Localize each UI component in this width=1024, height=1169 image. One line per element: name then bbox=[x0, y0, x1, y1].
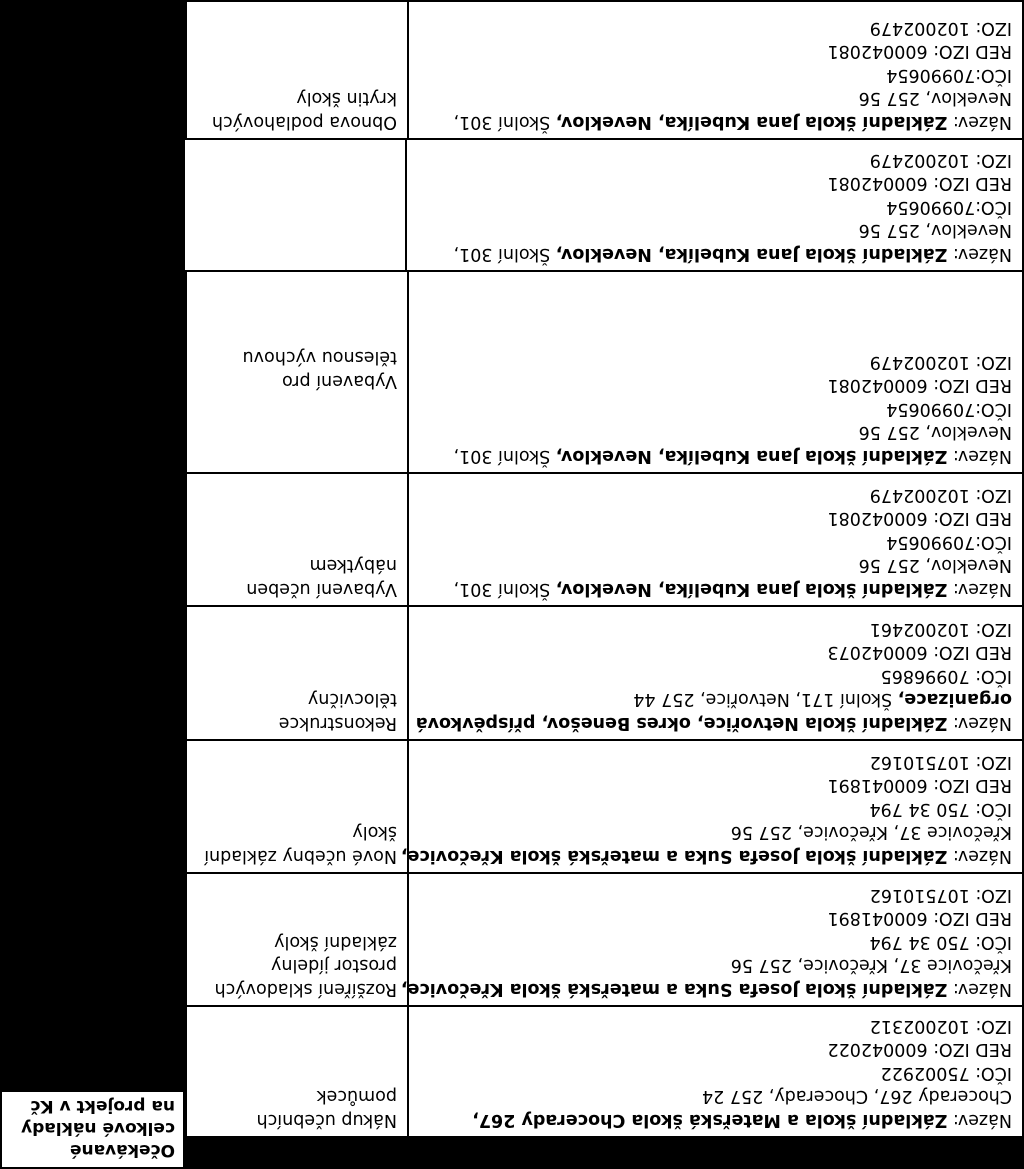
school-info-line: Křečovice 37, Křečovice, 257 56 bbox=[730, 955, 1012, 976]
black-top-band bbox=[185, 1138, 1024, 1169]
table-row bbox=[185, 605, 1024, 739]
school-cell bbox=[407, 474, 1022, 605]
school-info-line: IZO: 102002312 bbox=[869, 1016, 1012, 1036]
school-info-line: RED IZO: 600041891 bbox=[827, 908, 1012, 929]
header-line-1: Očekávané bbox=[69, 1140, 175, 1160]
school-name-line: Název: Základní škola Josefa Suka a mateřská škola Křečovice, bbox=[400, 979, 1012, 999]
school-info-line: IZO: 107510162 bbox=[869, 752, 1012, 772]
school-info-line: IČO:70990654 bbox=[886, 65, 1012, 85]
project-line: Nové učebny základní bbox=[204, 846, 397, 866]
school-info-line: RED IZO: 600042081 bbox=[827, 41, 1012, 62]
table-row bbox=[185, 739, 1024, 872]
school-name-line: Název: Základní škola Jana Kubelíka, Neveklov, Školní 301, bbox=[453, 112, 1012, 132]
school-cell bbox=[405, 140, 1022, 270]
project-line: Rekonstrukce bbox=[278, 713, 397, 733]
school-name-line: Název: Základní škola Josefa Suka a mateřská škola Křečovice, bbox=[400, 846, 1012, 866]
school-cell bbox=[407, 1007, 1022, 1136]
project-cell bbox=[187, 741, 407, 872]
table-row bbox=[185, 872, 1024, 1005]
school-cell bbox=[400, 874, 1022, 1005]
school-info-line: IČO: 750 34 794 bbox=[869, 799, 1012, 819]
project-cell bbox=[187, 272, 407, 472]
school-info-line: Chocerady 267, Chocerady, 257 24 bbox=[701, 1086, 1012, 1107]
school-name-line: Název: Základní škola Netvořice, okres Benešov, příspěvková bbox=[415, 713, 1012, 733]
school-info-line: IČO: 750 34 794 bbox=[869, 932, 1012, 952]
school-info-line: Křečovice 37, Křečovice, 257 56 bbox=[730, 822, 1012, 843]
table-row bbox=[185, 138, 1024, 270]
school-info-line: IZO: 102002479 bbox=[869, 18, 1012, 38]
school-info-line: IZO: 102002479 bbox=[869, 485, 1012, 505]
school-info-line: IČO: 70996865 bbox=[880, 666, 1012, 686]
header-line-3: na projekt v Kč bbox=[30, 1096, 175, 1116]
table-row bbox=[185, 270, 1024, 472]
project-line: Rozšíření skladových bbox=[214, 979, 397, 999]
project-cell bbox=[187, 874, 407, 1005]
project-cell bbox=[187, 1007, 407, 1136]
school-name-line: Název: Základní škola a Mateřská škola Chocerady 267, bbox=[472, 1110, 1012, 1130]
school-info-line: RED IZO: 600042081 bbox=[827, 173, 1012, 194]
project-line: krytin školy bbox=[296, 88, 397, 109]
school-info-line: IČO:70990654 bbox=[886, 399, 1012, 419]
project-line: prostor jídelny bbox=[271, 955, 397, 976]
project-line: tělesnou výchovu bbox=[242, 347, 397, 368]
black-left-band bbox=[0, 0, 185, 1090]
header-line-2: celkové náklady bbox=[21, 1118, 175, 1138]
school-info-line: IČO:70990654 bbox=[886, 532, 1012, 552]
school-info-line: IČO: 75002922 bbox=[880, 1063, 1012, 1083]
school-info-line: Neveklov, 257 56 bbox=[858, 555, 1012, 576]
school-name-line: Název: Základní škola Jana Kubelíka, Neveklov, Školní 301, bbox=[453, 579, 1012, 599]
school-info-line: IZO: 107510162 bbox=[869, 885, 1012, 905]
project-line: Vybavení učeben bbox=[246, 579, 397, 599]
school-info-line: IZO: 102002461 bbox=[869, 619, 1012, 639]
project-line: tělocvičny bbox=[307, 689, 397, 710]
school-info-line: RED IZO: 600042022 bbox=[827, 1039, 1012, 1060]
project-line: Obnova podlahových bbox=[211, 112, 397, 132]
table-row bbox=[185, 0, 1024, 138]
project-line: pomůcek bbox=[316, 1086, 397, 1107]
project-line: základní školy bbox=[274, 932, 397, 952]
school-info-line: RED IZO: 600041891 bbox=[827, 775, 1012, 796]
school-cell bbox=[407, 2, 1022, 138]
school-name-line: Název: Základní škola Jana Kubelíka, Neveklov, Školní 301, bbox=[453, 446, 1012, 466]
table-row bbox=[185, 472, 1024, 605]
project-line: Nákup učebních bbox=[256, 1110, 397, 1130]
school-cell bbox=[407, 272, 1022, 472]
cost-header-cell bbox=[0, 1090, 185, 1169]
project-cell bbox=[187, 607, 407, 739]
school-info-line: RED IZO: 600042081 bbox=[827, 375, 1012, 396]
school-info-line: RED IZO: 600042073 bbox=[827, 642, 1012, 663]
school-info-line: Neveklov, 257 56 bbox=[858, 220, 1012, 241]
project-line: Vybavení pro bbox=[282, 371, 397, 391]
school-name-line: Název: Základní škola Jana Kubelíka, Neveklov, Školní 301, bbox=[453, 244, 1012, 264]
school-cell bbox=[407, 607, 1022, 739]
project-line: nábytkem bbox=[309, 555, 397, 576]
school-info-line: Neveklov, 257 56 bbox=[858, 88, 1012, 109]
school-cell bbox=[400, 741, 1022, 872]
project-cell bbox=[187, 474, 407, 605]
school-name-line-2: organizace, Školní 171, Netvořice, 257 44 bbox=[633, 689, 1012, 710]
school-info-line: IČO:70990654 bbox=[886, 197, 1012, 217]
school-info-line: Neveklov, 257 56 bbox=[858, 422, 1012, 443]
table-row bbox=[185, 1005, 1024, 1138]
project-cell bbox=[187, 2, 407, 138]
school-info-line: IZO: 102002479 bbox=[869, 150, 1012, 170]
project-line: školy bbox=[352, 822, 397, 843]
school-info-line: RED IZO: 600042081 bbox=[827, 508, 1012, 529]
school-info-line: IZO: 102002479 bbox=[869, 352, 1012, 372]
